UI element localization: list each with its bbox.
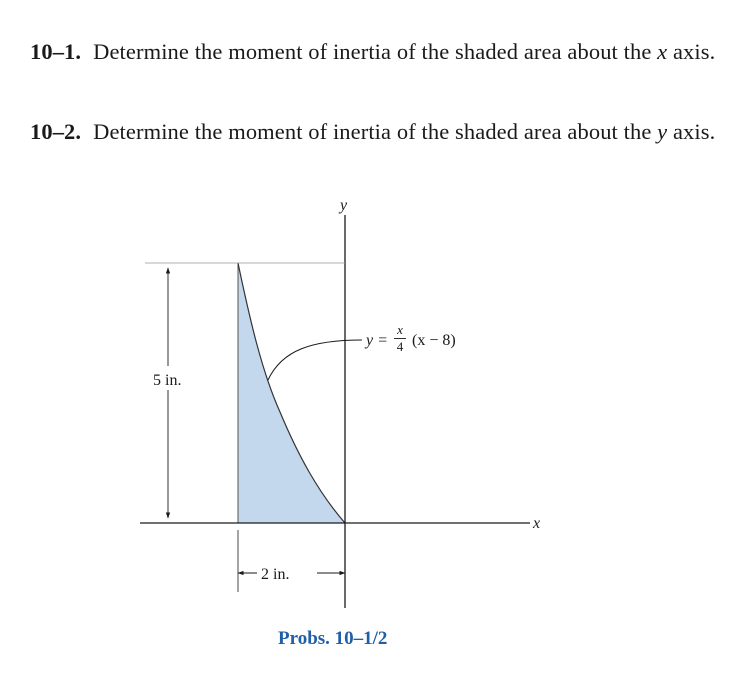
figure-caption: Probs. 10–1/2 — [278, 628, 388, 649]
height-dimension-label: 5 in. — [153, 372, 182, 389]
problem-axis-name: y — [657, 119, 668, 144]
equation-lhs: y = — [366, 332, 388, 349]
equation-fraction-numerator: x — [397, 322, 403, 337]
equation-rhs: (x − 8) — [412, 332, 456, 349]
problem-text: Determine the moment of inertia of the shaded area about the — [93, 39, 658, 64]
problem-text: Determine the moment of inertia of the shaded area about the — [93, 119, 658, 144]
problem-text-end: axis. — [667, 119, 716, 144]
equation-fraction-denominator: 4 — [396, 339, 404, 354]
problem-number: 10–2. — [30, 119, 82, 144]
x-axis-label: x — [533, 515, 541, 532]
y-axis-label: y — [340, 197, 348, 214]
shaded-area — [238, 263, 345, 523]
equation-leader — [268, 340, 362, 380]
problem-axis-name: x — [657, 39, 668, 64]
problem-text-end: axis. — [667, 39, 716, 64]
problem-number: 10–1. — [30, 39, 82, 64]
width-dimension-label: 2 in. — [261, 566, 290, 583]
